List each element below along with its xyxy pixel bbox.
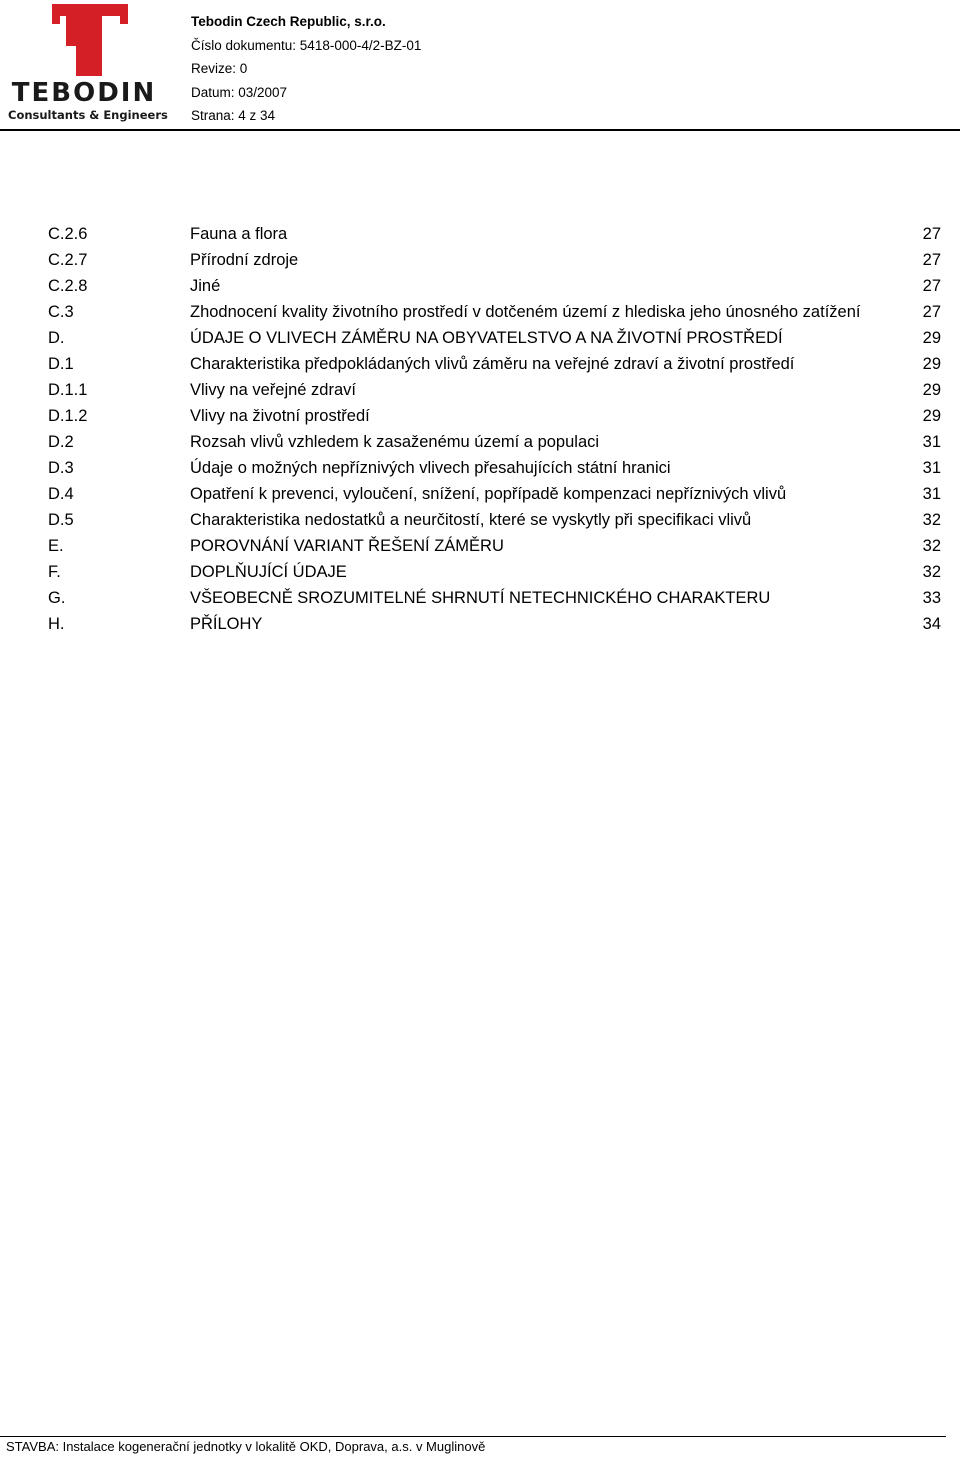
- toc-entry-title: Rozsah vlivů vzhledem k zasaženému území a populaci: [190, 433, 600, 451]
- toc-entry-number: C.3: [48, 303, 74, 321]
- toc-entry-title: VŠEOBECNĚ SROZUMITELNÉ SHRNUTÍ NETECHNICKÉHO CHARAKTERU: [190, 589, 771, 607]
- toc-entry-title: POROVNÁNÍ VARIANT ŘEŠENÍ ZÁMĚRU: [190, 537, 504, 555]
- toc-entry-title: Jiné: [190, 277, 221, 295]
- toc-entry[interactable]: [0, 585, 960, 611]
- toc-entry-title: DOPLŇUJÍCÍ ÚDAJE: [190, 563, 347, 581]
- logo-t-mark-icon: [8, 2, 160, 82]
- toc-entry-page: 29: [922, 355, 941, 373]
- toc-entry-number: D.: [48, 329, 65, 347]
- toc-entry-number: G.: [48, 589, 66, 607]
- toc-entry-title: Vlivy na veřejné zdraví: [190, 381, 356, 399]
- company-name: Tebodin Czech Republic, s.r.o.: [191, 14, 386, 29]
- toc-entry-number: D.5: [48, 511, 74, 529]
- toc-entry-page: 32: [922, 563, 941, 581]
- toc-entry-title: Charakteristika nedostatků a neurčitostí, které se vyskytly při specifikaci vlivů: [190, 511, 752, 529]
- toc-entry-page: 29: [922, 329, 941, 347]
- toc-entry-title: Opatření k prevenci, vyloučení, snížení, popřípadě kompenzaci nepříznivých vlivů: [190, 485, 787, 503]
- toc-entry[interactable]: [0, 533, 960, 559]
- toc-entry-number: D.3: [48, 459, 74, 477]
- toc-entry[interactable]: [0, 429, 960, 455]
- toc-entry-title: Údaje o možných nepříznivých vlivech přesahujících státní hranici: [190, 459, 671, 477]
- toc-entry[interactable]: [0, 611, 960, 637]
- header-divider: [0, 129, 960, 131]
- document-info: [191, 10, 421, 128]
- toc-entry-number: C.2.6: [48, 225, 88, 243]
- toc-entry-title: Fauna a flora: [190, 225, 288, 243]
- toc-entry-page: 31: [922, 433, 941, 451]
- toc-entry-page: 29: [922, 381, 941, 399]
- toc-entry[interactable]: [0, 325, 960, 351]
- logo-tagline: Consultants & Engineers: [8, 108, 168, 122]
- toc-entry-number: D.1.1: [48, 381, 88, 399]
- toc-entry-number: C.2.8: [48, 277, 88, 295]
- toc-entry-page: 33: [922, 589, 941, 607]
- toc-entry-title: PŘÍLOHY: [190, 615, 263, 633]
- toc-entry[interactable]: [0, 273, 960, 299]
- toc-entry-title: ÚDAJE O VLIVECH ZÁMĚRU NA OBYVATELSTVO A NA ŽIVOTNÍ PROSTŘEDÍ: [190, 329, 783, 347]
- toc-entry-page: 31: [922, 459, 941, 477]
- toc-entry[interactable]: [0, 351, 960, 377]
- footer-divider: [0, 1436, 946, 1437]
- toc-entry[interactable]: [0, 559, 960, 585]
- toc-entry-page: 29: [922, 407, 941, 425]
- toc-entry-title: Zhodnocení kvality životního prostředí v dotčeném území z hlediska jeho únosného zatížení: [190, 303, 861, 321]
- toc-entry-number: F.: [48, 563, 61, 581]
- table-of-contents: [0, 221, 960, 637]
- document-number: Číslo dokumentu: 5418-000-4/2-BZ-01: [191, 37, 422, 53]
- toc-entry-number: D.2: [48, 433, 74, 451]
- toc-entry-page: 27: [922, 277, 941, 295]
- toc-entry[interactable]: [0, 403, 960, 429]
- toc-entry[interactable]: [0, 455, 960, 481]
- toc-entry-page: 34: [922, 615, 941, 633]
- page-number: Strana: 4 z 34: [191, 108, 276, 123]
- tebodin-logo: [8, 2, 168, 124]
- toc-entry-number: C.2.7: [48, 251, 88, 269]
- toc-entry-number: D.1: [48, 355, 74, 373]
- footer-project-name: STAVBA: Instalace kogenerační jednotky v lokalitě OKD, Doprava, a.s. v Muglinově: [6, 1439, 486, 1454]
- toc-entry-number: D.1.2: [48, 407, 88, 425]
- toc-entry-number: D.4: [48, 485, 74, 503]
- toc-entry[interactable]: [0, 299, 960, 325]
- toc-entry-page: 32: [922, 537, 941, 555]
- toc-entry-number: H.: [48, 615, 65, 633]
- toc-entry[interactable]: [0, 481, 960, 507]
- page-header: [0, 0, 960, 131]
- toc-entry-page: 32: [922, 511, 941, 529]
- toc-entry-page: 27: [922, 303, 941, 321]
- toc-entry-title: Vlivy na životní prostředí: [190, 407, 370, 425]
- toc-entry[interactable]: [0, 247, 960, 273]
- document-date: Datum: 03/2007: [191, 84, 288, 100]
- toc-entry-page: 27: [922, 251, 941, 269]
- toc-entry[interactable]: [0, 507, 960, 533]
- toc-entry-title: Přírodní zdroje: [190, 251, 299, 269]
- revision: Revize: 0: [191, 61, 248, 76]
- toc-entry-title: Charakteristika předpokládaných vlivů záměru na veřejné zdraví a životní prostředí: [190, 355, 795, 373]
- toc-entry-page: 27: [922, 225, 941, 243]
- logo-name: TEBODIN: [11, 78, 157, 108]
- toc-entry[interactable]: [0, 221, 960, 247]
- toc-entry[interactable]: [0, 377, 960, 403]
- toc-entry-number: E.: [48, 537, 64, 555]
- toc-entry-page: 31: [922, 485, 941, 503]
